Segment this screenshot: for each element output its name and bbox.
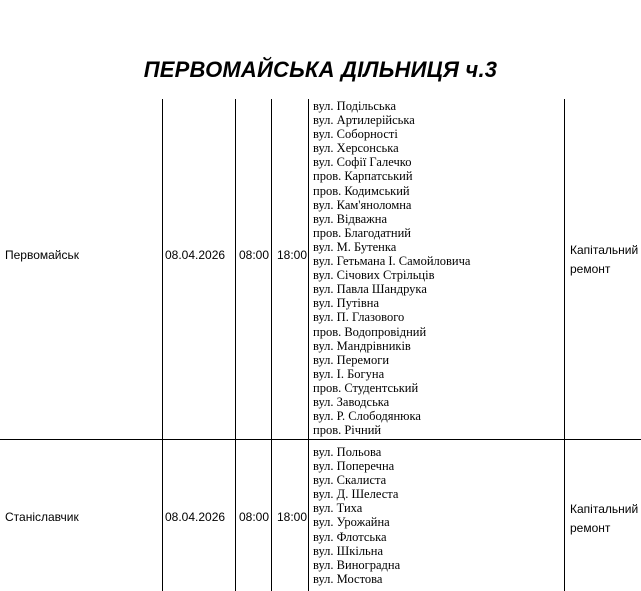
street-item: пров. Студентський bbox=[313, 380, 419, 395]
street-item: вул. Соборності bbox=[313, 127, 398, 142]
street-item: вул. Флотська bbox=[313, 529, 387, 544]
street-item: вул. П. Глазового bbox=[313, 310, 405, 325]
street-item: вул. Мостова bbox=[313, 571, 383, 586]
street-item: пров. Благодатний bbox=[313, 225, 411, 240]
table-row bbox=[0, 99, 641, 439]
start-time-cell: 08:00 bbox=[239, 248, 270, 262]
street-item: вул. Мандрівників bbox=[313, 338, 411, 353]
street-item: вул. Шкільна bbox=[313, 543, 383, 558]
column-divider bbox=[308, 440, 309, 591]
column-divider bbox=[162, 440, 163, 591]
column-divider bbox=[235, 440, 236, 591]
street-item: вул. Путівна bbox=[313, 296, 380, 311]
column-divider bbox=[235, 99, 236, 439]
street-item: вул. Виноградна bbox=[313, 557, 401, 572]
street-item: вул. Поперечна bbox=[313, 459, 395, 474]
street-item: пров. Карпатський bbox=[313, 169, 413, 184]
page-title: ПЕРВОМАЙСЬКА ДІЛЬНИЦЯ ч.3 bbox=[143, 57, 498, 82]
column-divider bbox=[308, 99, 309, 439]
street-item: пров. Водопровідний bbox=[313, 324, 427, 339]
street-item: вул. Перемоги bbox=[313, 352, 390, 367]
street-item: вул. Подільська bbox=[313, 99, 397, 113]
settlement-cell: Первомайськ bbox=[5, 248, 80, 262]
street-item: вул. Скалиста bbox=[313, 473, 387, 488]
street-item: вул. Гетьмана І. Самойловича bbox=[313, 254, 471, 269]
start-time-cell: 08:00 bbox=[239, 510, 270, 524]
street-item: вул. М. Бутенка bbox=[313, 239, 397, 254]
street-item: вул. Заводська bbox=[313, 394, 390, 409]
street-item: вул. Січових Стрільців bbox=[313, 268, 435, 283]
street-item: вул. Урожайна bbox=[313, 515, 390, 530]
end-time-cell: 18:00 bbox=[277, 248, 308, 262]
column-divider bbox=[564, 99, 565, 439]
street-item: пров. Кодимський bbox=[313, 183, 410, 198]
street-item: пров. Річний bbox=[313, 423, 382, 438]
street-item: вул. Кам'яноломна bbox=[313, 197, 412, 212]
end-time-cell: 18:00 bbox=[277, 510, 308, 524]
date-cell: 08.04.2026 bbox=[165, 248, 226, 262]
column-divider bbox=[162, 99, 163, 439]
street-item: вул. Херсонська bbox=[313, 141, 399, 156]
reason-cell: Капітальний ремонт bbox=[570, 502, 639, 535]
settlement-cell: Станіславчик bbox=[5, 510, 79, 524]
date-cell: 08.04.2026 bbox=[165, 510, 226, 524]
street-list bbox=[313, 445, 400, 586]
street-item: вул. І. Богуна bbox=[313, 366, 385, 381]
column-divider bbox=[564, 440, 565, 591]
street-item: вул. Павла Шандрука bbox=[313, 282, 427, 297]
street-item: вул. Д. Шелеста bbox=[313, 487, 399, 502]
column-divider bbox=[271, 99, 272, 439]
street-list bbox=[313, 99, 470, 437]
street-item: вул. Польова bbox=[313, 445, 382, 459]
street-item: вул. Відважна bbox=[313, 211, 387, 226]
column-divider bbox=[271, 440, 272, 591]
street-item: вул. Артилерійська bbox=[313, 113, 415, 128]
reason-cell: Капітальний ремонт bbox=[570, 243, 639, 276]
street-item: вул. Р. Слободянюка bbox=[313, 409, 421, 424]
street-item: вул. Софії Галечко bbox=[313, 155, 412, 170]
table-row bbox=[0, 439, 641, 591]
street-item: вул. Тиха bbox=[313, 501, 363, 516]
